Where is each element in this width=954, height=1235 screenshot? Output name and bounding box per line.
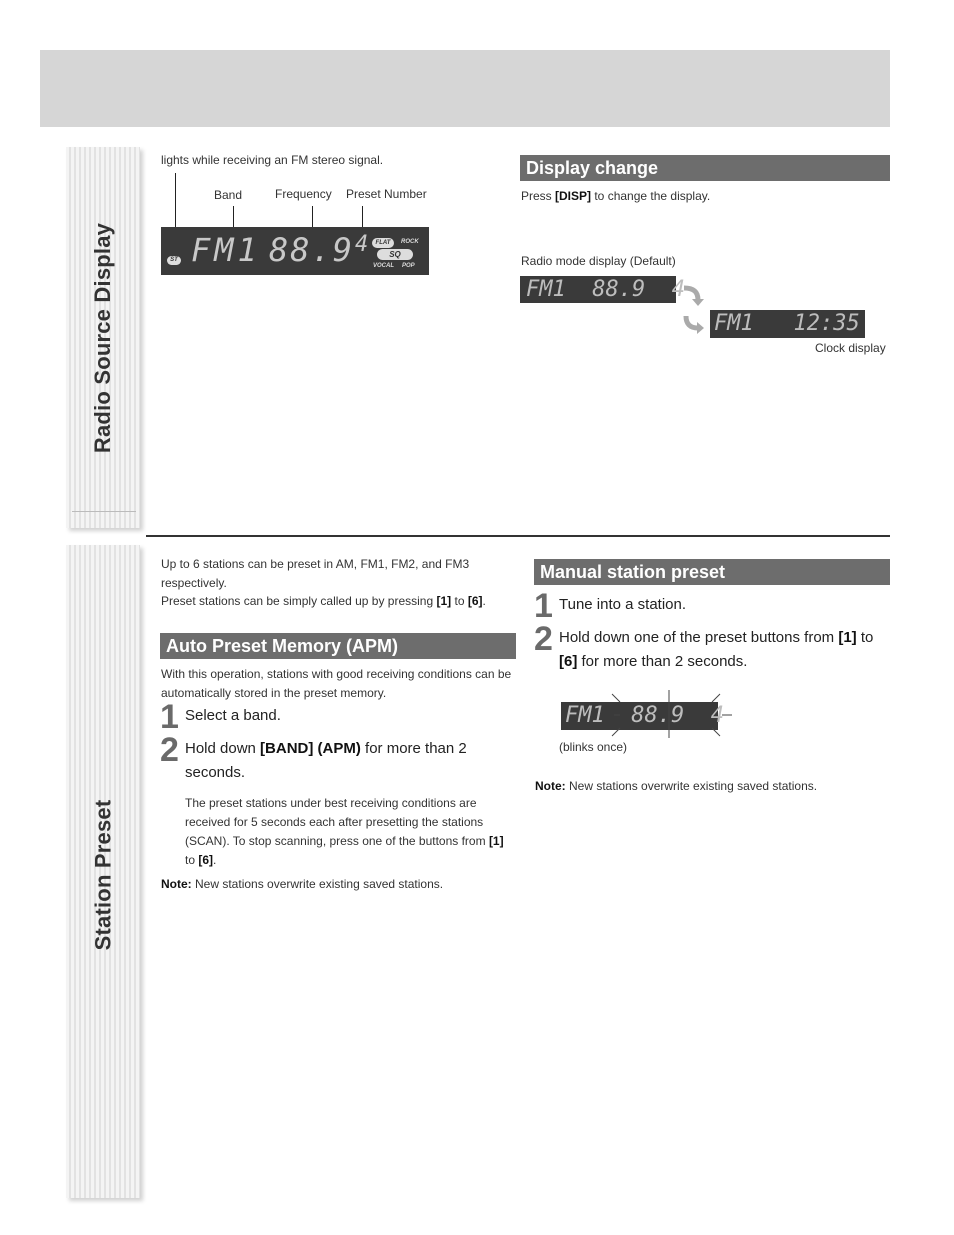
lcd-mode-vocal: VOCAL bbox=[373, 263, 394, 269]
apm-step1-number: 1 bbox=[160, 698, 179, 736]
clock-display-label: Clock display bbox=[815, 341, 886, 355]
preset-intro-2: Preset stations can be simply called up by pressing [1] to [6]. bbox=[161, 594, 486, 608]
lcd-manual-preset: FM1 88.9 4 bbox=[561, 702, 718, 730]
lcd-mode-pop: POP bbox=[402, 263, 415, 269]
heading-display-change: Display change bbox=[520, 155, 890, 181]
apm-step2-text: Hold down [BAND] (APM) for more than 2 seconds. bbox=[185, 740, 467, 781]
lcd-mode-flat: FLAT bbox=[372, 238, 394, 248]
disp-key: [DISP] bbox=[555, 189, 592, 203]
label-frequency: Frequency bbox=[275, 187, 332, 201]
lcd-frequency: 88.9 bbox=[269, 231, 355, 269]
side-title-station-preset: Station Preset bbox=[90, 799, 116, 951]
blinks-once-label: (blinks once) bbox=[559, 740, 628, 754]
label-preset-number: Preset Number bbox=[346, 187, 427, 201]
apm-step2-number: 2 bbox=[160, 731, 179, 769]
lcd-mode-sq: SQ bbox=[377, 249, 413, 260]
preset-intro-1: Up to 6 stations can be preset in AM, FM1, FM2, and FM3 respectively. bbox=[161, 557, 470, 590]
heading-manual-preset: Manual station preset bbox=[534, 559, 890, 585]
manual-step2-text: Hold down one of the preset buttons from [1] to [6] for more than 2 seconds. bbox=[559, 629, 874, 670]
lcd-preset-number: 4 bbox=[355, 232, 369, 257]
stereo-note: lights while receiving an FM stereo signal. bbox=[161, 153, 384, 167]
lcd-radio-mode: FM1 88.9 4 bbox=[520, 276, 676, 303]
lcd-mode-rock: ROCK bbox=[401, 239, 419, 245]
manual-step2-number: 2 bbox=[534, 620, 553, 658]
lcd-band: FM1 bbox=[191, 231, 261, 269]
lcd-display-main bbox=[161, 227, 429, 275]
manual-step1-number: 1 bbox=[534, 587, 553, 625]
side-tab-rule bbox=[72, 511, 136, 512]
side-tab-radio-source-display bbox=[66, 147, 140, 528]
radio-mode-label: Radio mode display (Default) bbox=[521, 254, 676, 268]
side-title-radio-source-display: Radio Source Display bbox=[90, 222, 115, 453]
side-tab-station-preset bbox=[66, 545, 140, 1198]
label-band: Band bbox=[214, 188, 243, 202]
cycle-arrows-icon bbox=[678, 280, 706, 336]
lcd-st-indicator: ST bbox=[167, 256, 181, 265]
apm-note: Note: New stations overwrite existing saved stations. bbox=[161, 877, 444, 891]
display-change-instruction: Press [DISP] to change the display. bbox=[521, 189, 711, 203]
apm-step1-text: Select a band. bbox=[185, 707, 281, 724]
manual-step1-text: Tune into a station. bbox=[559, 596, 687, 613]
blink-rays-icon bbox=[600, 690, 740, 740]
section-divider bbox=[146, 535, 890, 537]
apm-step2-detail: The preset stations under best receiving conditions are received for 5 seconds each after presetting the stations (SCAN). To stop scanning, press one of the buttons from [1] to [6]. bbox=[185, 796, 504, 867]
manual-note: Note: New stations overwrite existing saved stations. bbox=[535, 779, 818, 793]
heading-apm: Auto Preset Memory (APM) bbox=[160, 633, 516, 659]
header-band bbox=[40, 50, 890, 127]
lcd-clock: FM1 12:35 bbox=[710, 310, 865, 338]
apm-description: With this operation, stations with good receiving conditions can be automatically stored in the preset memory. bbox=[161, 667, 512, 700]
